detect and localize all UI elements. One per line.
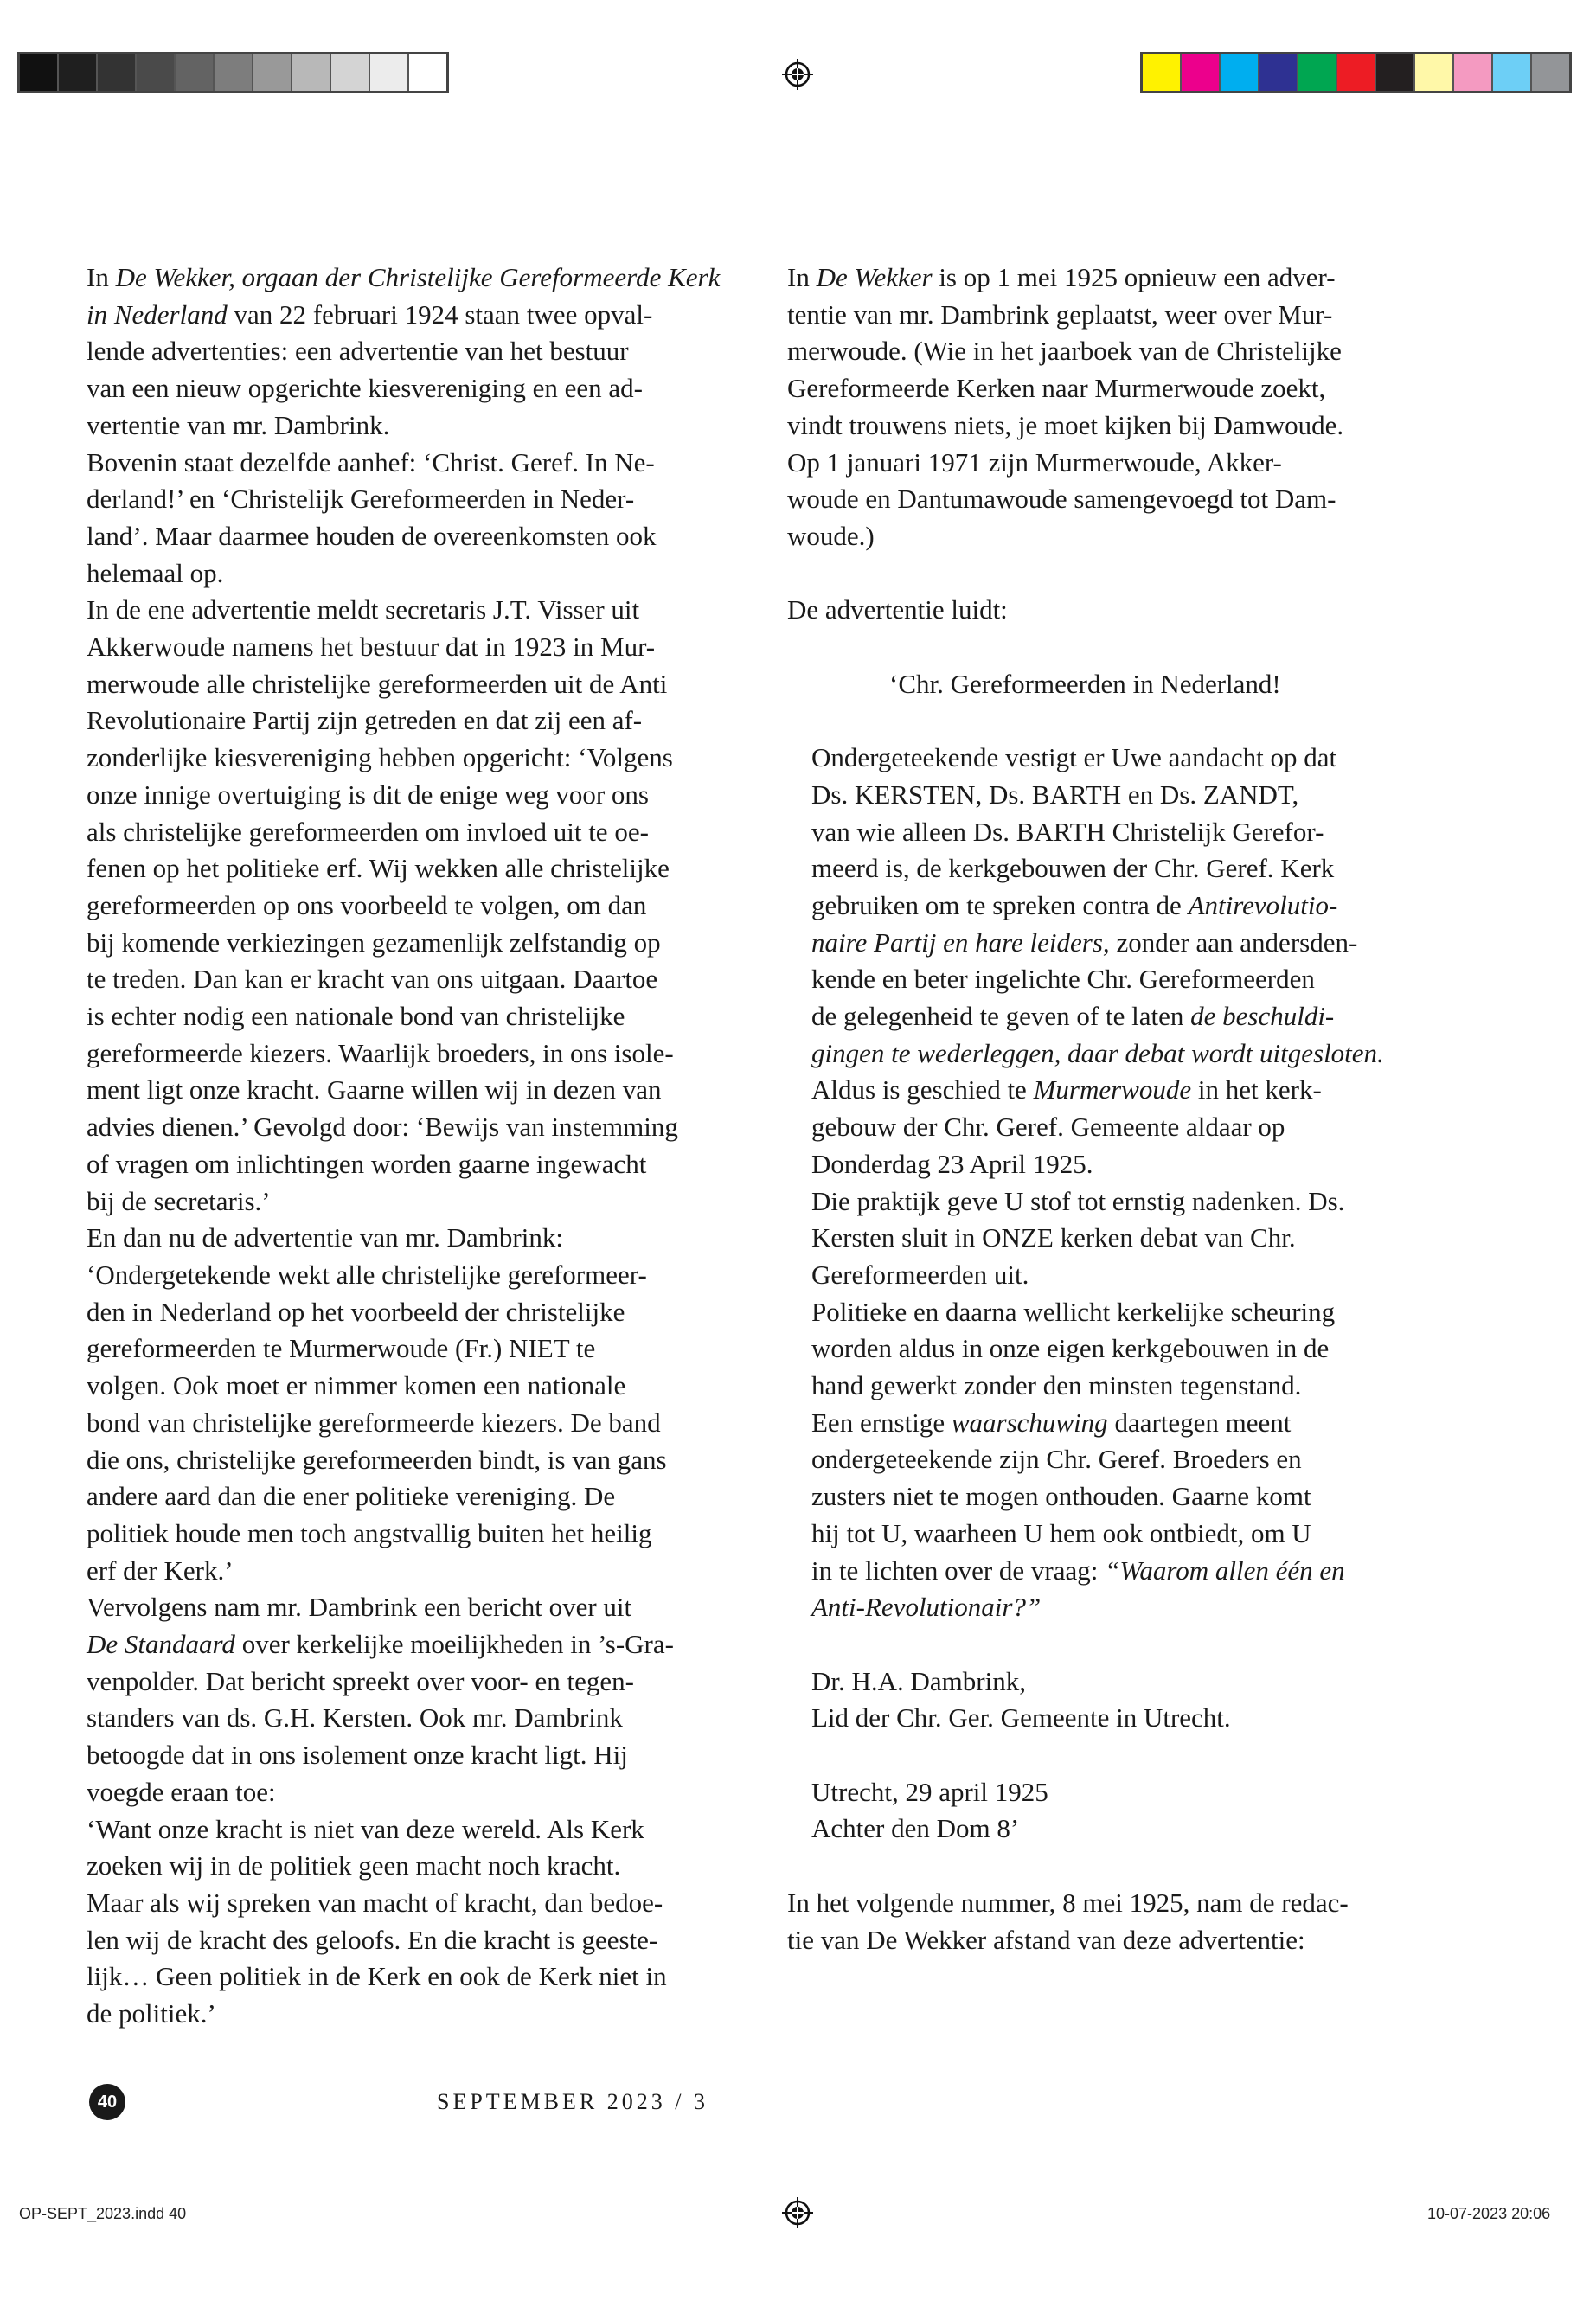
color-swatch <box>1182 54 1221 91</box>
blank-line <box>787 1737 1445 1774</box>
color-swatch <box>1493 54 1532 91</box>
text-line: Gereformeerde Kerken naar Murmerwoude zoekt, <box>787 373 1326 404</box>
gray-swatch <box>215 54 253 91</box>
blank-line <box>787 555 1445 593</box>
text-line: In het volgende nummer, 8 mei 1925, nam de redac- <box>787 1887 1349 1918</box>
text-line: ment ligt onze kracht. Gaarne willen wij in dezen van <box>87 1074 662 1106</box>
text-line: land’. Maar daarmee houden de overeenkomsten ook <box>87 520 657 551</box>
slug-datetime: 10-07-2023 20:06 <box>1427 2205 1551 2222</box>
text-line: ‘Ondergetekende wekt alle christelijke gereformeer- <box>87 1259 647 1290</box>
text-line: politiek houde men toch angstvallig buiten het heilig <box>87 1517 652 1548</box>
text-line: bij de secretaris.’ <box>87 1185 271 1216</box>
color-swatch <box>1259 54 1298 91</box>
gray-swatch <box>137 54 176 91</box>
text-line: Revolutionaire Partij zijn getreden en dat zij een af- <box>87 705 643 736</box>
text-line: voegde eraan toe: <box>87 1776 276 1807</box>
gray-swatch <box>370 54 409 91</box>
color-swatch <box>1298 54 1337 91</box>
text-line: fenen op het politieke erf. Wij wekken alle christelijke <box>87 853 670 884</box>
text-line: als christelijke gereformeerden om invloed uit te oe- <box>87 816 649 847</box>
text-line: andere aard dan die ener politieke vereniging. De <box>87 1481 616 1512</box>
text-line: venpolder. Dat bericht spreekt over voor- en tegen- <box>87 1665 634 1696</box>
text-line: naire Partij en hare leiders, zonder aan andersden- <box>811 926 1358 958</box>
text-line: Anti-Revolutionair?” <box>811 1592 1042 1623</box>
text-line: erf der Kerk.’ <box>87 1554 234 1586</box>
article-right-column <box>787 260 1445 1958</box>
text-line: onze innige overtuiging is dit de enige weg voor ons <box>87 779 650 810</box>
text-line: Aldus is geschied te Murmerwoude in het kerk- <box>811 1074 1322 1106</box>
text-line: vindt trouwens niets, je moet kijken bij Damwoude. <box>787 409 1344 440</box>
text-line: van wie alleen Ds. BARTH Christelijk Gerefor- <box>811 816 1324 847</box>
text-line: Gereformeerden uit. <box>811 1259 1029 1290</box>
text-line: in te lichten over de vraag: “Waarom allen één en <box>811 1554 1345 1586</box>
text-line: De Standaard over kerkelijke moeilijkheden in ’s-Gra- <box>87 1629 674 1660</box>
page-number-badge: 40 <box>89 2084 125 2120</box>
blank-line <box>787 702 1445 740</box>
text-line: de politiek.’ <box>87 1998 216 2029</box>
text-line: En dan nu de advertentie van mr. Dambrink: <box>87 1222 563 1253</box>
text-line: van een nieuw opgerichte kiesvereniging en een ad- <box>87 373 643 404</box>
text-line: woude en Dantumawoude samengevoegd tot Dam- <box>787 484 1336 515</box>
text-line: of vragen om inlichtingen worden gaarne ingewacht <box>87 1148 647 1179</box>
text-line: bond van christelijke gereformeerde kiezers. De band <box>87 1407 661 1438</box>
text-line: helemaal op. <box>87 557 224 588</box>
text-line: lende advertenties: een advertentie van het bestuur <box>87 336 629 367</box>
text-line: merwoude alle christelijke gereformeerden uit de Anti <box>87 668 668 699</box>
text-line: Akkerwoude namens het bestuur dat in 1923 in Mur- <box>87 631 656 663</box>
blank-line <box>787 1848 1445 1885</box>
text-line: Ds. KERSTEN, Ds. BARTH en Ds. ZANDT, <box>811 779 1299 810</box>
text-line: De advertentie luidt: <box>787 594 1008 625</box>
text-line: gebruiken om te spreken contra de Antirevolutio- <box>811 889 1338 920</box>
text-line: hand gewerkt zonder den minsten tegenstand. <box>811 1370 1302 1401</box>
text-line: woude.) <box>787 520 875 551</box>
gray-swatch <box>331 54 370 91</box>
crosshair-icon <box>782 59 813 90</box>
ad-address: Achter den Dom 8’ <box>811 1813 1020 1844</box>
color-swatch <box>1454 54 1493 91</box>
gray-swatch <box>292 54 331 91</box>
text-line: de gelegenheid te geven of te laten de beschuldi- <box>811 1001 1335 1032</box>
color-swatch <box>1143 54 1182 91</box>
text-line: In De Wekker, orgaan der Christelijke Gereformeerde Kerk <box>87 262 721 292</box>
text-line: betoogde dat in ons isolement onze kracht ligt. Hij <box>87 1740 628 1771</box>
text-line: advies dienen.’ Gevolgd door: ‘Bewijs van instemming <box>87 1112 678 1143</box>
text-line: standers van ds. G.H. Kersten. Ook mr. Dambrink <box>87 1702 623 1734</box>
gray-swatch <box>98 54 137 91</box>
ad-heading: ‘Chr. Gereformeerden in Nederland! <box>889 668 1281 699</box>
text-line: tentie van mr. Dambrink geplaatst, weer over Mur- <box>787 298 1333 330</box>
text-line: derland!’ en ‘Christelijk Gereformeerden in Neder- <box>87 484 635 515</box>
text-line: In De Wekker is op 1 mei 1925 opnieuw een adver- <box>787 262 1336 292</box>
slug-file-info: OP-SEPT_2023.indd 40 <box>19 2205 187 2222</box>
text-line: lijk… Geen politiek in de Kerk en ook de Kerk niet in <box>87 1961 667 1992</box>
text-line: worden aldus in onze eigen kerkgebouwen in de <box>811 1333 1330 1364</box>
gray-swatch <box>59 54 98 91</box>
gray-swatch <box>253 54 292 91</box>
ad-date: Utrecht, 29 april 1925 <box>811 1776 1048 1807</box>
text-line: Een ernstige waarschuwing daartegen meent <box>811 1407 1292 1438</box>
color-swatch <box>1337 54 1376 91</box>
gray-calibration-bar <box>17 52 449 93</box>
text-line: ‘Want onze kracht is niet van deze wereld. Als Kerk <box>87 1813 644 1844</box>
text-line: len wij de kracht des geloofs. En die kracht is geeste- <box>87 1924 658 1955</box>
text-line: te treden. Dan kan er kracht van ons uitgaan. Daartoe <box>87 964 658 995</box>
text-line: Op 1 januari 1971 zijn Murmerwoude, Akker- <box>787 446 1282 478</box>
text-line: merwoude. (Wie in het jaarboek van de Christelijke <box>787 336 1342 367</box>
text-line: die ons, christelijke gereformeerden bindt, is van gans <box>87 1444 667 1475</box>
text-line: Bovenin staat dezelfde aanhef: ‘Christ. Geref. In Ne- <box>87 446 655 478</box>
text-line: hij tot U, waarheen U hem ook ontbiedt, om U <box>811 1517 1311 1548</box>
text-line: zonderlijke kiesvereniging hebben opgericht: ‘Volgens <box>87 742 673 773</box>
text-line: tie van De Wekker afstand van deze advertentie: <box>787 1924 1305 1955</box>
color-swatch <box>1376 54 1415 91</box>
text-line: Kersten sluit in ONZE kerken debat van Chr. <box>811 1222 1296 1253</box>
text-line: is echter nodig een nationale bond van christelijke <box>87 1001 625 1032</box>
blank-line <box>787 629 1445 666</box>
text-line: Donderdag 23 April 1925. <box>811 1148 1093 1179</box>
crosshair-icon <box>782 2197 813 2228</box>
text-line: Vervolgens nam mr. Dambrink een bericht over uit <box>87 1592 632 1623</box>
article-left-column <box>87 260 744 2033</box>
text-line: Maar als wij spreken van macht of kracht, dan bedoe- <box>87 1887 663 1918</box>
registration-mark-top <box>782 59 813 90</box>
text-line: kende en beter ingelichte Chr. Gereformeerden <box>811 964 1315 995</box>
color-swatch <box>1415 54 1454 91</box>
text-line: gereformeerden te Murmerwoude (Fr.) NIET te <box>87 1333 596 1364</box>
color-calibration-bar <box>1140 52 1572 93</box>
text-line: gereformeerden op ons voorbeeld te volgen, om dan <box>87 889 647 920</box>
text-line: In de ene advertentie meldt secretaris J.T. Visser uit <box>87 594 640 625</box>
blank-line <box>787 1626 1445 1663</box>
text-line: volgen. Ook moet er nimmer komen een nationale <box>87 1370 626 1401</box>
text-line: in Nederland van 22 februari 1924 staan twee opval- <box>87 298 653 330</box>
text-line: bij komende verkiezingen gezamenlijk zelfstandig op <box>87 926 661 958</box>
signature-title: Lid der Chr. Ger. Gemeente in Utrecht. <box>811 1702 1231 1734</box>
text-line: Die praktijk geve U stof tot ernstig nadenken. Ds. <box>811 1185 1345 1216</box>
text-line: gebouw der Chr. Geref. Gemeente aldaar op <box>811 1112 1285 1143</box>
text-line: den in Nederland op het voorbeeld der christelijke <box>87 1296 625 1327</box>
text-line: Ondergeteekende vestigt er Uwe aandacht op dat <box>811 742 1337 773</box>
text-line: ondergeteekende zijn Chr. Geref. Broeders en <box>811 1444 1302 1475</box>
text-line: meerd is, de kerkgebouwen der Chr. Geref. Kerk <box>811 853 1335 884</box>
text-line: zusters niet te mogen onthouden. Gaarne komt <box>811 1481 1311 1512</box>
gray-swatch <box>409 54 446 91</box>
text-line: vertentie van mr. Dambrink. <box>87 409 390 440</box>
text-line: Politieke en daarna wellicht kerkelijke scheuring <box>811 1296 1336 1327</box>
gray-swatch <box>20 54 59 91</box>
signature-name: Dr. H.A. Dambrink, <box>811 1665 1026 1696</box>
color-swatch <box>1221 54 1259 91</box>
text-line: zoeken wij in de politiek geen macht noch kracht. <box>87 1850 621 1881</box>
text-line: gereformeerde kiezers. Waarlijk broeders, in ons isole- <box>87 1037 674 1068</box>
text-line: gingen te wederleggen, daar debat wordt uitgesloten. <box>811 1037 1384 1068</box>
color-swatch <box>1532 54 1569 91</box>
gray-swatch <box>176 54 215 91</box>
issue-label: SEPTEMBER 2023 / 3 <box>437 2089 708 2114</box>
registration-mark-bottom <box>782 2197 813 2228</box>
